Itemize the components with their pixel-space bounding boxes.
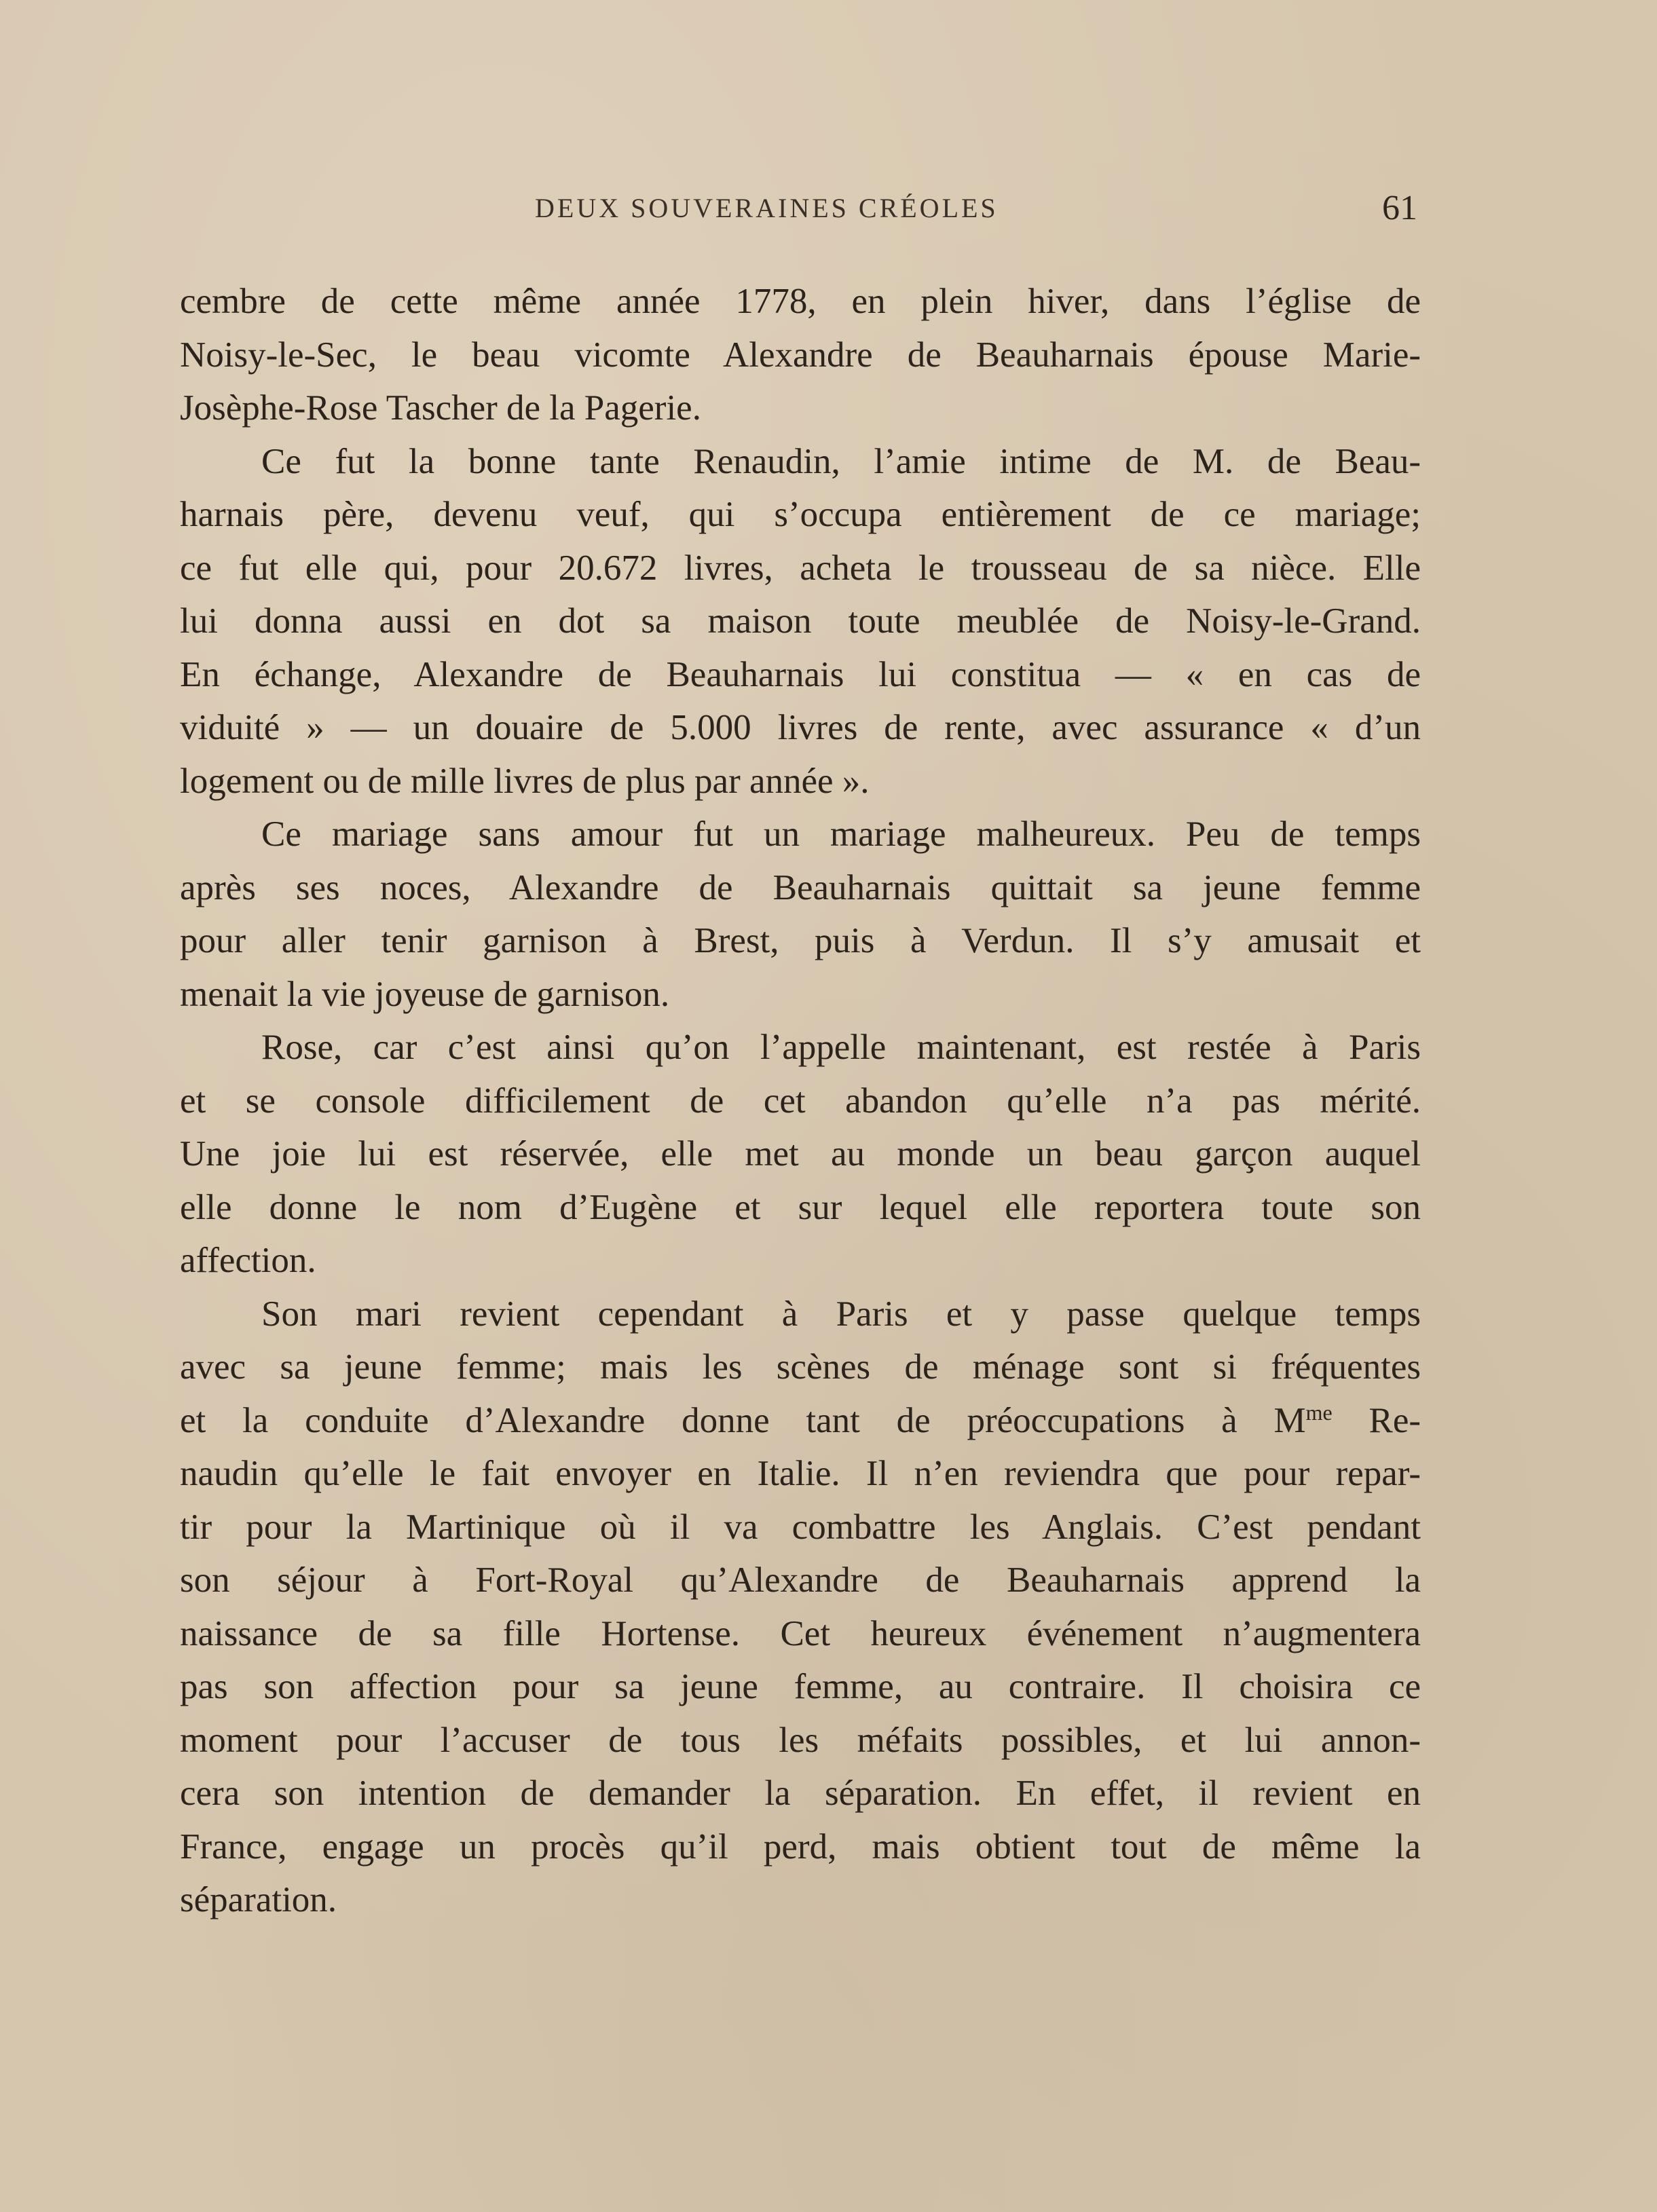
text-line: Noisy-le-Sec, le beau vicomte Alexandre de Beauharnais épouse Marie-	[180, 335, 1421, 375]
text-line: menait la vie joyeuse de garnison.	[180, 974, 670, 1014]
text-line: Rose, car c’est ainsi qu’on l’appelle maintenant, est restée à Paris	[261, 1028, 1421, 1067]
paragraph	[180, 808, 1421, 1021]
page-number: 61	[1382, 189, 1417, 227]
paragraph	[180, 1288, 1421, 1927]
text-fragment: et la conduite d’Alexandre donne tant de préoccupations à M	[180, 1400, 1306, 1440]
text-line: viduité » — un douaire de 5.000 livres de rente, avec assurance « d’un	[180, 708, 1421, 747]
paragraph	[180, 275, 1421, 435]
text-line: Josèphe-Rose Tascher de la Pagerie.	[180, 388, 701, 428]
superscript-me: me	[1305, 1400, 1333, 1425]
text-line: elle donne le nom d’Eugène et sur lequel elle reportera toute son	[180, 1187, 1421, 1227]
body-text	[180, 275, 1421, 1927]
text-line: ce fut elle qui, pour 20.672 livres, acheta le trousseau de sa nièce. Elle	[180, 548, 1421, 588]
paragraph	[180, 435, 1421, 808]
text-line: Une joie lui est réservée, elle met au monde un beau garçon auquel	[180, 1134, 1421, 1174]
text-line: séparation.	[180, 1880, 337, 1919]
text-line: moment pour l’accuser de tous les méfaits possibles, et lui annon-	[180, 1720, 1421, 1760]
text-line: Son mari revient cependant à Paris et y passe quelque temps	[261, 1294, 1421, 1334]
text-line: avec sa jeune femme; mais les scènes de ménage sont si fréquentes	[180, 1347, 1421, 1387]
text-fragment: Re-	[1332, 1400, 1421, 1440]
text-line: Ce fut la bonne tante Renaudin, l’amie intime de M. de Beau-	[261, 441, 1421, 481]
text-line: pas son affection pour sa jeune femme, au contraire. Il choisira ce	[180, 1667, 1421, 1706]
text-line: cera son intention de demander la séparation. En effet, il revient en	[180, 1774, 1421, 1813]
text-line: harnais père, devenu veuf, qui s’occupa entièrement de ce mariage;	[180, 495, 1421, 534]
text-line: lui donna aussi en dot sa maison toute meublée de Noisy-le-Grand.	[180, 601, 1421, 641]
text-line-with-superscript	[180, 1394, 1421, 1448]
text-line: pour aller tenir garnison à Brest, puis à Verdun. Il s’y amusait et	[180, 921, 1421, 960]
running-title: DEUX SOUVERAINES CRÉOLES	[535, 193, 999, 223]
text-line: naudin qu’elle le fait envoyer en Italie. Il n’en reviendra que pour repar-	[180, 1454, 1421, 1493]
text-line: France, engage un procès qu’il perd, mais obtient tout de même la	[180, 1826, 1421, 1867]
running-head	[535, 185, 1417, 232]
text-line: logement ou de mille livres de plus par année ».	[180, 761, 870, 801]
text-line: et se console difficilement de cet abandon qu’elle n’a pas mérité.	[180, 1081, 1421, 1121]
text-line: En échange, Alexandre de Beauharnais lui constitua — « en cas de	[180, 654, 1421, 694]
text-line: son séjour à Fort-Royal qu’Alexandre de Beauharnais apprend la	[180, 1560, 1421, 1600]
text-line: Ce mariage sans amour fut un mariage malheureux. Peu de temps	[261, 814, 1421, 854]
paragraph	[180, 1021, 1421, 1288]
text-line: naissance de sa fille Hortense. Cet heureux événement n’augmentera	[180, 1613, 1421, 1653]
text-line: cembre de cette même année 1778, en plein hiver, dans l’église de	[180, 282, 1421, 321]
text-line: tir pour la Martinique où il va combattre les Anglais. C’est pendant	[180, 1507, 1421, 1547]
text-line: affection.	[180, 1241, 316, 1280]
text-line: après ses noces, Alexandre de Beauharnais quittait sa jeune femme	[180, 867, 1421, 907]
